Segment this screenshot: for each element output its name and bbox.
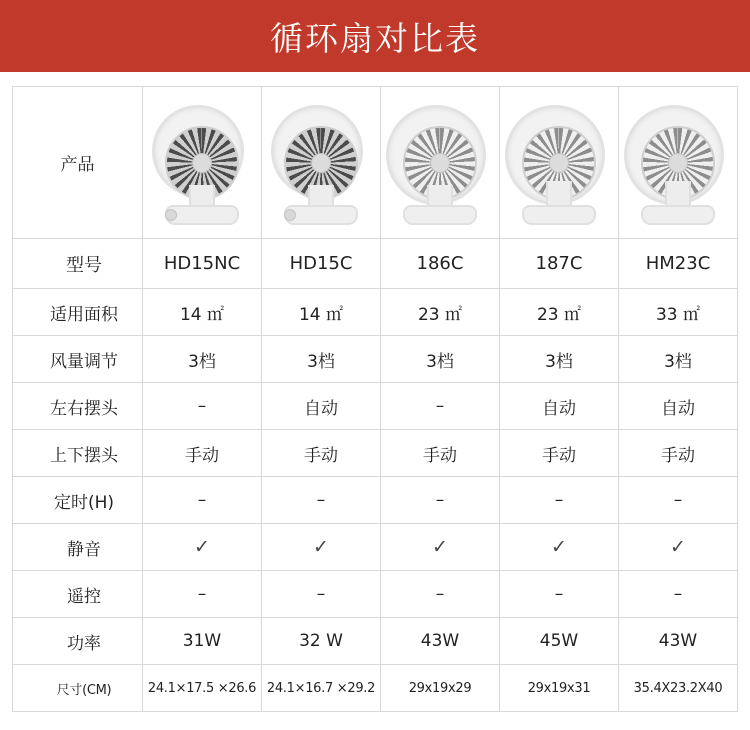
model-cell-1: HD15NC xyxy=(143,239,262,289)
table-row-model xyxy=(13,239,738,289)
airflow-cell-2: 3档 xyxy=(262,336,381,383)
power-cell-5: 43W xyxy=(619,618,738,665)
check-icon-2: ✓ xyxy=(313,536,329,558)
product-cell-3 xyxy=(381,87,500,239)
table-row-airflow xyxy=(13,336,738,383)
horizontal-swing-cell-4: 自动 xyxy=(500,383,619,430)
row-label-dimensions: 尺寸(CM) xyxy=(13,665,143,712)
table-row-horizontal-swing xyxy=(13,383,738,430)
airflow-cell-1: 3档 xyxy=(143,336,262,383)
area-cell-1: 14 ㎡ xyxy=(143,289,262,336)
fan-icon-hm23c xyxy=(619,99,737,227)
quiet-cell-5 xyxy=(619,524,738,571)
row-label-timer: 定时(H) xyxy=(13,477,143,524)
table-row-power xyxy=(13,618,738,665)
check-icon-3: ✓ xyxy=(432,536,448,558)
check-icon-1: ✓ xyxy=(194,536,210,558)
quiet-cell-4 xyxy=(500,524,619,571)
quiet-cell-2 xyxy=(262,524,381,571)
horizontal-swing-cell-5: 自动 xyxy=(619,383,738,430)
row-label-model: 型号 xyxy=(13,239,143,289)
model-cell-3: 186C xyxy=(381,239,500,289)
dimensions-cell-1: 24.1×17.5 ×26.6 xyxy=(143,665,262,712)
row-label-area: 适用面积 xyxy=(13,289,143,336)
vertical-swing-cell-2: 手动 xyxy=(262,430,381,477)
airflow-cell-5: 3档 xyxy=(619,336,738,383)
vertical-swing-cell-4: 手动 xyxy=(500,430,619,477)
product-cell-5 xyxy=(619,87,738,239)
power-cell-2: 32 W xyxy=(262,618,381,665)
remote-cell-1: – xyxy=(143,571,262,618)
table-row-area xyxy=(13,289,738,336)
row-label-quiet: 静音 xyxy=(13,524,143,571)
airflow-cell-4: 3档 xyxy=(500,336,619,383)
dimensions-cell-5: 35.4X23.2X40 xyxy=(619,665,738,712)
row-label-product: 产品 xyxy=(13,87,143,239)
table-row-vertical-swing xyxy=(13,430,738,477)
row-label-airflow: 风量调节 xyxy=(13,336,143,383)
table-row-product xyxy=(13,87,738,239)
product-cell-1 xyxy=(143,87,262,239)
fan-icon-186c xyxy=(381,99,499,227)
fan-icon-187c xyxy=(500,99,618,227)
model-cell-4: 187C xyxy=(500,239,619,289)
timer-cell-3: – xyxy=(381,477,500,524)
model-cell-5: HM23C xyxy=(619,239,738,289)
remote-cell-2: – xyxy=(262,571,381,618)
table-row-quiet xyxy=(13,524,738,571)
dimensions-cell-3: 29x19x29 xyxy=(381,665,500,712)
area-cell-5: 33 ㎡ xyxy=(619,289,738,336)
power-cell-1: 31W xyxy=(143,618,262,665)
fan-icon-hd15nc xyxy=(143,99,261,227)
area-cell-3: 23 ㎡ xyxy=(381,289,500,336)
horizontal-swing-cell-3: – xyxy=(381,383,500,430)
page-banner xyxy=(0,0,750,72)
timer-cell-2: – xyxy=(262,477,381,524)
table-row-timer xyxy=(13,477,738,524)
dimensions-cell-2: 24.1×16.7 ×29.2 xyxy=(262,665,381,712)
fan-icon-hd15c xyxy=(262,99,380,227)
area-cell-2: 14 ㎡ xyxy=(262,289,381,336)
vertical-swing-cell-1: 手动 xyxy=(143,430,262,477)
page-title: 循环扇对比表 xyxy=(270,18,480,58)
power-cell-3: 43W xyxy=(381,618,500,665)
power-cell-4: 45W xyxy=(500,618,619,665)
remote-cell-4: – xyxy=(500,571,619,618)
model-cell-2: HD15C xyxy=(262,239,381,289)
product-cell-2 xyxy=(262,87,381,239)
quiet-cell-1 xyxy=(143,524,262,571)
dimensions-cell-4: 29x19x31 xyxy=(500,665,619,712)
row-label-power: 功率 xyxy=(13,618,143,665)
comparison-table xyxy=(12,86,738,712)
row-label-vertical-swing: 上下摆头 xyxy=(13,430,143,477)
timer-cell-1: – xyxy=(143,477,262,524)
horizontal-swing-cell-1: – xyxy=(143,383,262,430)
table-row-dimensions xyxy=(13,665,738,712)
check-icon-5: ✓ xyxy=(670,536,686,558)
row-label-horizontal-swing: 左右摆头 xyxy=(13,383,143,430)
vertical-swing-cell-3: 手动 xyxy=(381,430,500,477)
remote-cell-5: – xyxy=(619,571,738,618)
quiet-cell-3 xyxy=(381,524,500,571)
vertical-swing-cell-5: 手动 xyxy=(619,430,738,477)
timer-cell-4: – xyxy=(500,477,619,524)
comparison-table-wrapper xyxy=(0,72,750,724)
timer-cell-5: – xyxy=(619,477,738,524)
table-row-remote xyxy=(13,571,738,618)
remote-cell-3: – xyxy=(381,571,500,618)
horizontal-swing-cell-2: 自动 xyxy=(262,383,381,430)
product-cell-4 xyxy=(500,87,619,239)
area-cell-4: 23 ㎡ xyxy=(500,289,619,336)
check-icon-4: ✓ xyxy=(551,536,567,558)
airflow-cell-3: 3档 xyxy=(381,336,500,383)
row-label-remote: 遥控 xyxy=(13,571,143,618)
